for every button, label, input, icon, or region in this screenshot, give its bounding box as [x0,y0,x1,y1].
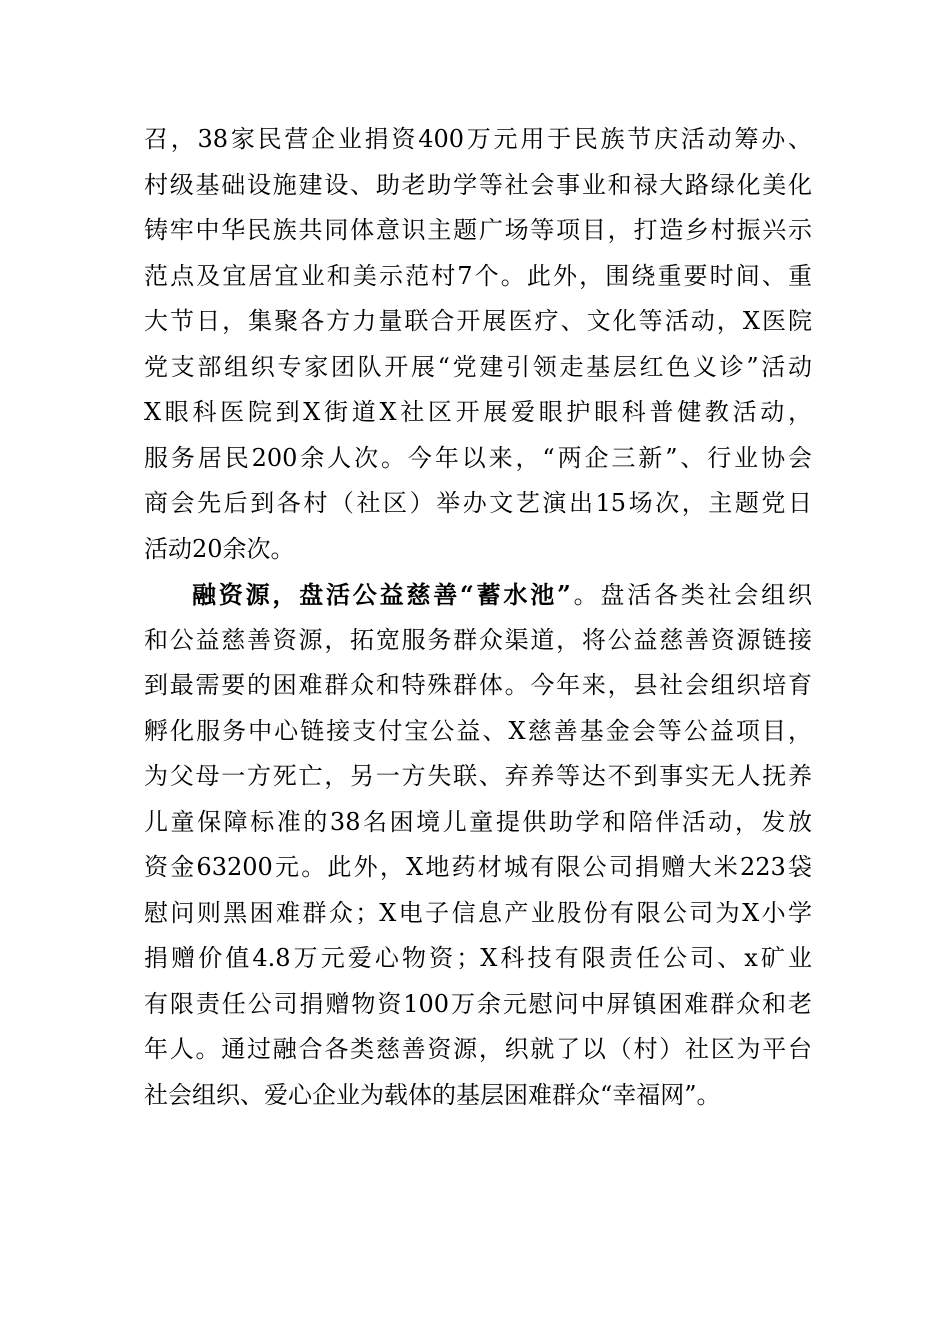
paragraph-1-line: 村级基础设施建设、助老助学等社会事业和禄大路绿化美化 [144,170,812,199]
paragraph-2-first-line-text: 。盘活各类社会组织 [570,581,813,609]
paragraph-2-line: 慰问则黑困难群众；X电子信息产业股份有限公司为X小学 [144,898,812,927]
paragraph-1 [144,117,812,572]
paragraph-2 [144,572,812,1118]
paragraph-1-line: 范点及宜居宜业和美示范村7个。此外，围绕重要时间、重 [144,261,812,290]
paragraph-1-line: 活动20余次。 [144,534,295,563]
paragraph-2-line: 捐赠价值4.8万元爱心物资；X科技有限责任公司、x矿业 [144,944,812,972]
paragraph-1-line: 铸牢中华民族共同体意识主题广场等项目，打造乡村振兴示 [144,216,812,244]
paragraph-2-line: 儿童保障标准的38名困境儿童提供助学和陪伴活动，发放 [144,807,812,836]
paragraph-2-line: 到最需要的困难群众和特殊群体。今年来，县社会组织培育 [144,671,812,699]
paragraph-2-line: 年人。通过融合各类慈善资源，织就了以（村）社区为平台 [144,1035,812,1063]
paragraph-1-line: 党支部组织专家团队开展“党建引领走基层红色义诊”活动 [144,352,812,381]
paragraph-1-line: 大节日，集聚各方力量联合开展医疗、文化等活动，X医院 [144,307,812,335]
paragraph-2-line: 社会组织、爱心企业为载体的基层困难群众“幸福网”。 [144,1080,721,1109]
paragraph-1-line: 召，38家民营企业捐资400万元用于民族节庆活动筹办、 [144,125,812,153]
paragraph-2-line: 孵化服务中心链接支付宝公益、X慈善基金会等公益项目， [144,716,812,745]
paragraph-1-line: 商会先后到各村（社区）举办文艺演出15场次，主题党日 [144,489,812,517]
paragraph-2-line: 为父母一方死亡，另一方失联、弃养等达不到事实无人抚养 [144,762,812,790]
paragraph-1-line: 服务居民200余人次。今年以来，“两企三新”、行业协会 [144,443,812,472]
paragraph-2-line: 和公益慈善资源，拓宽服务群众渠道，将公益慈善资源链接 [144,625,812,654]
paragraph-2-first-line [144,572,812,618]
body-text [144,117,812,1118]
paragraph-1-line: X眼科医院到X街道X社区开展爱眼护眼科普健教活动， [144,398,812,426]
paragraph-2-line: 资金63200元。此外，X地药材城有限公司捐赠大米223袋 [144,853,812,881]
paragraph-2-line: 有限责任公司捐赠物资100万余元慰问中屏镇困难群众和老 [144,989,812,1018]
paragraph-2-heading: 融资源，盘活公益慈善“蓄水池” [192,580,571,609]
